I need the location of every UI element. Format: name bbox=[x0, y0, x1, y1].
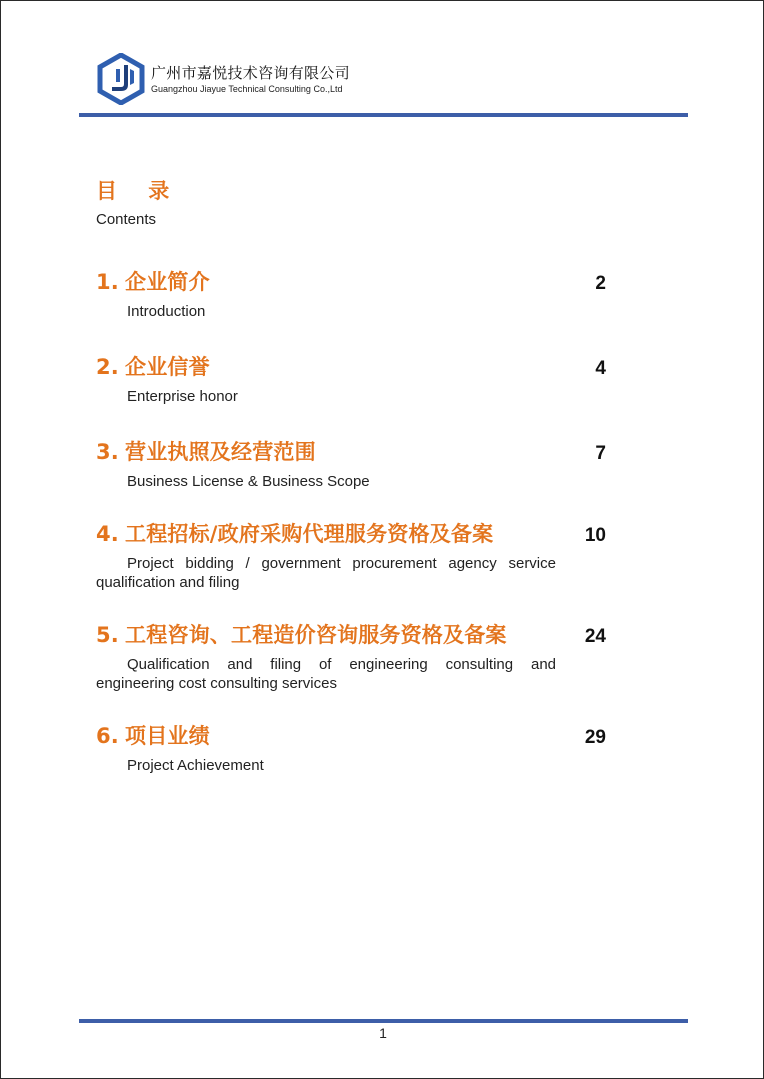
toc-entry-title-en: Qualification and filing of engineering consulting and engineering cost consulting services bbox=[96, 656, 556, 692]
toc-entry-number: 5. bbox=[96, 623, 119, 647]
toc-entry-3[interactable] bbox=[96, 436, 611, 491]
toc-entry-title-en: Enterprise honor bbox=[127, 388, 238, 405]
toc-entry-title-cn: 企业信誉 bbox=[125, 355, 210, 379]
header-divider bbox=[79, 113, 688, 117]
toc-entry-number: 3. bbox=[96, 440, 119, 464]
toc-entry-title-cn: 工程咨询、工程造价咨询服务资格及备案 bbox=[125, 623, 507, 647]
company-name-cn: 广州市嘉悦技术咨询有限公司 bbox=[151, 63, 350, 82]
toc-entry-page: 4 bbox=[595, 358, 606, 379]
footer-divider bbox=[79, 1019, 688, 1023]
toc-entry-2[interactable] bbox=[96, 351, 611, 406]
toc-entry-number: 2. bbox=[96, 355, 119, 379]
toc-entry-title-cn: 项目业绩 bbox=[125, 724, 210, 748]
toc-entry-title-en: Project bidding / government procurement agency service qualification and filing bbox=[96, 555, 556, 591]
toc-entry-page: 24 bbox=[584, 626, 606, 647]
toc-entry-title-en: Business License & Business Scope bbox=[127, 473, 370, 490]
toc-entry-number: 1. bbox=[96, 270, 119, 294]
toc-entry-number: 4. bbox=[96, 522, 119, 546]
toc-entry-title-cn: 企业简介 bbox=[125, 270, 210, 294]
toc-title: 目 录 bbox=[96, 179, 182, 203]
toc-entry-title-cn: 营业执照及经营范围 bbox=[125, 440, 316, 464]
jy-hexagon-logo-icon bbox=[97, 53, 145, 105]
toc-entry-title-en: Project Achievement bbox=[127, 757, 264, 774]
toc-entry-6[interactable] bbox=[96, 720, 611, 775]
toc-entry-title-cn: 工程招标/政府采购代理服务资格及备案 bbox=[125, 522, 494, 546]
toc-entry-number: 6. bbox=[96, 724, 119, 748]
toc-entry-page: 7 bbox=[595, 443, 606, 464]
company-name-en: Guangzhou Jiayue Technical Consulting Co.,Ltd bbox=[151, 83, 343, 94]
toc-entry-1[interactable] bbox=[96, 266, 611, 321]
toc-entry-page: 2 bbox=[595, 273, 606, 294]
toc-subtitle: Contents bbox=[96, 211, 157, 228]
toc-entry-5[interactable] bbox=[96, 619, 611, 693]
company-name-block bbox=[151, 64, 350, 95]
toc-entry-page: 10 bbox=[584, 525, 606, 546]
page-header bbox=[97, 51, 350, 107]
toc-entry-4[interactable] bbox=[96, 518, 611, 592]
toc-entry-title-en: Introduction bbox=[127, 303, 206, 320]
toc-entry-page: 29 bbox=[584, 727, 606, 748]
page-number: 1 bbox=[379, 1025, 387, 1041]
